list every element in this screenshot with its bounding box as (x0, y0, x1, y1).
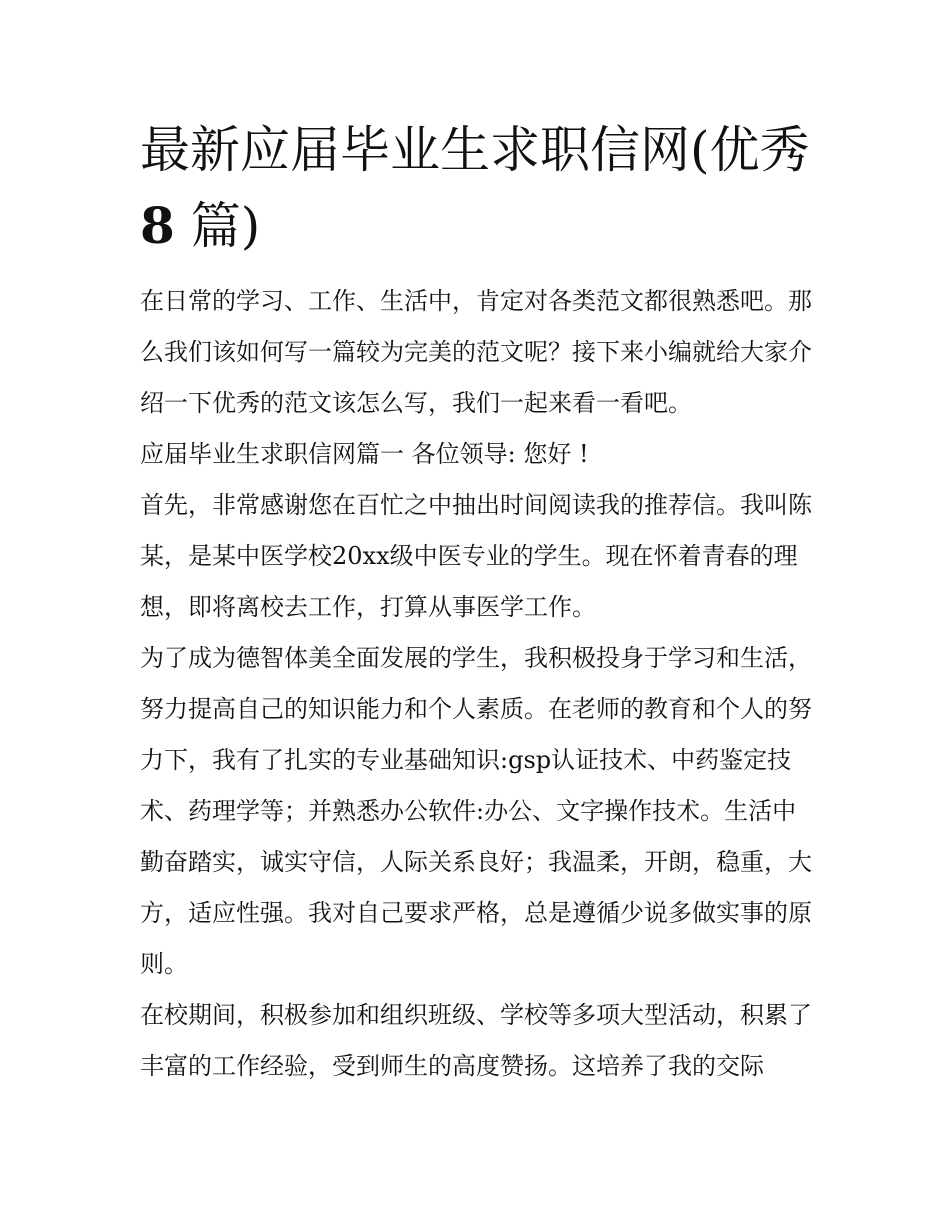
paragraph-intro: 在日常的学习、工作、生活中，肯定对各类范文都很熟悉吧。那么我们该如何写一篇较为完美的范文呢？接下来小编就给大家介绍一下优秀的范文该怎么写，我们一起来看一看吧。 (140, 287, 812, 417)
paragraph-salutation: 应届毕业生求职信网篇一 各位领导: 您好 ! (140, 440, 589, 468)
document-body (140, 276, 812, 1092)
title-number: 8 (140, 196, 175, 255)
paragraph-activities: 在校期间，积极参加和组织班级、学校等多项大型活动，积累了丰富的工作经验，受到师生的高度赞扬。这培养了我的交际 (140, 1001, 812, 1080)
title-main: 最新应届毕业生求职信网(优秀 (140, 121, 810, 179)
document-title (140, 112, 820, 264)
paragraph-skills: 为了成为德智体美全面发展的学生，我积极投身于学习和生活，努力提高自己的知识能力和个人素质。在老师的教育和个人的努力下，我有了扎实的专业基础知识:gsp认证技术、中药鉴定技术、药理学等；并熟悉办公软件:办公、文字操作技术。生活中勤奋踏实，诚实守信，人际关系良好；我温柔，开朗，稳重，大方，适应性强。我对自己要求严格，总是遵循少说多做实事的原则。 (140, 644, 812, 978)
paragraph-introduction-self: 首先，非常感谢您在百忙之中抽出时间阅读我的推荐信。我叫陈某，是某中医学校20xx级中医专业的学生。现在怀着青春的理想，即将离校去工作，打算从事医学工作。 (140, 491, 812, 621)
title-tail: 篇) (190, 197, 261, 255)
